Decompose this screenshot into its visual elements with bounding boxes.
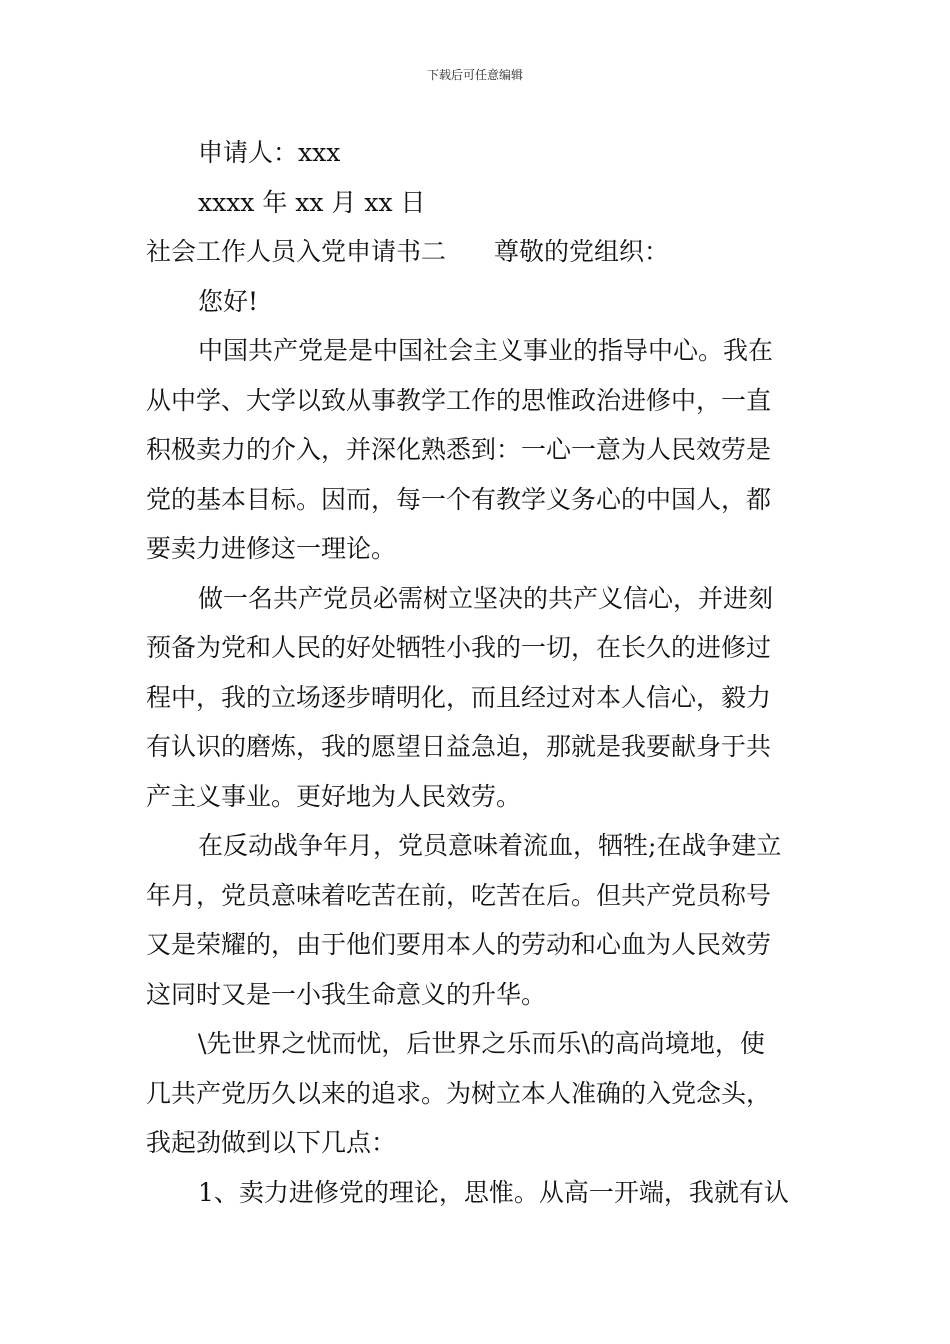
title-line xyxy=(146,227,810,277)
paragraph-line: 我起劲做到以下几点： xyxy=(146,1128,397,1157)
greeting-line: 您好! xyxy=(198,286,259,316)
paragraph-line: 积极卖力的介入，并深化熟悉到：一心一意为人民效劳是 xyxy=(146,435,772,464)
date-line: xxxx 年 xx 月 xx 日 xyxy=(198,187,426,217)
paragraph-line: 1、卖力进修党的理论，思惟。从高一开端，我就有认 xyxy=(198,1177,789,1207)
salutation: 尊敬的党组织： xyxy=(494,237,670,266)
paragraph-line: 中国共产党是是中国社会主义事业的指导中心。我在 xyxy=(198,336,774,365)
document-body xyxy=(146,128,810,1217)
paragraph-line: 做一名共产党员必需树立坚决的共产义信心，并进刻 xyxy=(198,583,774,613)
paragraph-line: 要卖力进修这一理论。 xyxy=(146,534,397,563)
document-title: 社会工作人员入党申请书二 xyxy=(146,237,447,266)
page-header: 下载后可任意编辑 xyxy=(426,68,523,82)
applicant-line: 申请人：xxx xyxy=(198,138,341,167)
paragraph-line: 年月，党员意味着吃苦在前，吃苦在后。但共产党员称号 xyxy=(146,880,772,910)
paragraph-line: 产主义事业。更好地为人民效劳。 xyxy=(146,781,522,811)
paragraph-line: 几共产党历久以来的追求。为树立本人准确的入党念头， xyxy=(146,1078,772,1108)
paragraph-line: 从中学、大学以致从事教学工作的思惟政治进修中，一直 xyxy=(146,385,772,415)
paragraph-line: 预备为党和人民的好处牺牲小我的一切，在长久的进修过 xyxy=(146,633,772,662)
paragraph-line: 有认识的磨炼，我的愿望日益急迫，那就是我要献身于共 xyxy=(146,732,772,761)
paragraph-line: 党的基本目标。因而，每一个有教学义务心的中国人，都 xyxy=(146,484,772,514)
paragraph-line: 在反动战争年月，党员意味着流血，牺牲;在战争建立 xyxy=(198,831,782,860)
paragraph-line: 这同时又是一小我生命意义的升华。 xyxy=(146,979,547,1009)
paragraph-line: 程中，我的立场逐步晴明化，而且经过对本人信心，毅力 xyxy=(146,682,772,712)
paragraph-line: \先世界之忧而忧，后世界之乐而乐\的高尚境地，使 xyxy=(198,1029,765,1058)
paragraph-line: 又是荣耀的，由于他们要用本人的劳动和心血为人民效劳 xyxy=(146,930,772,959)
